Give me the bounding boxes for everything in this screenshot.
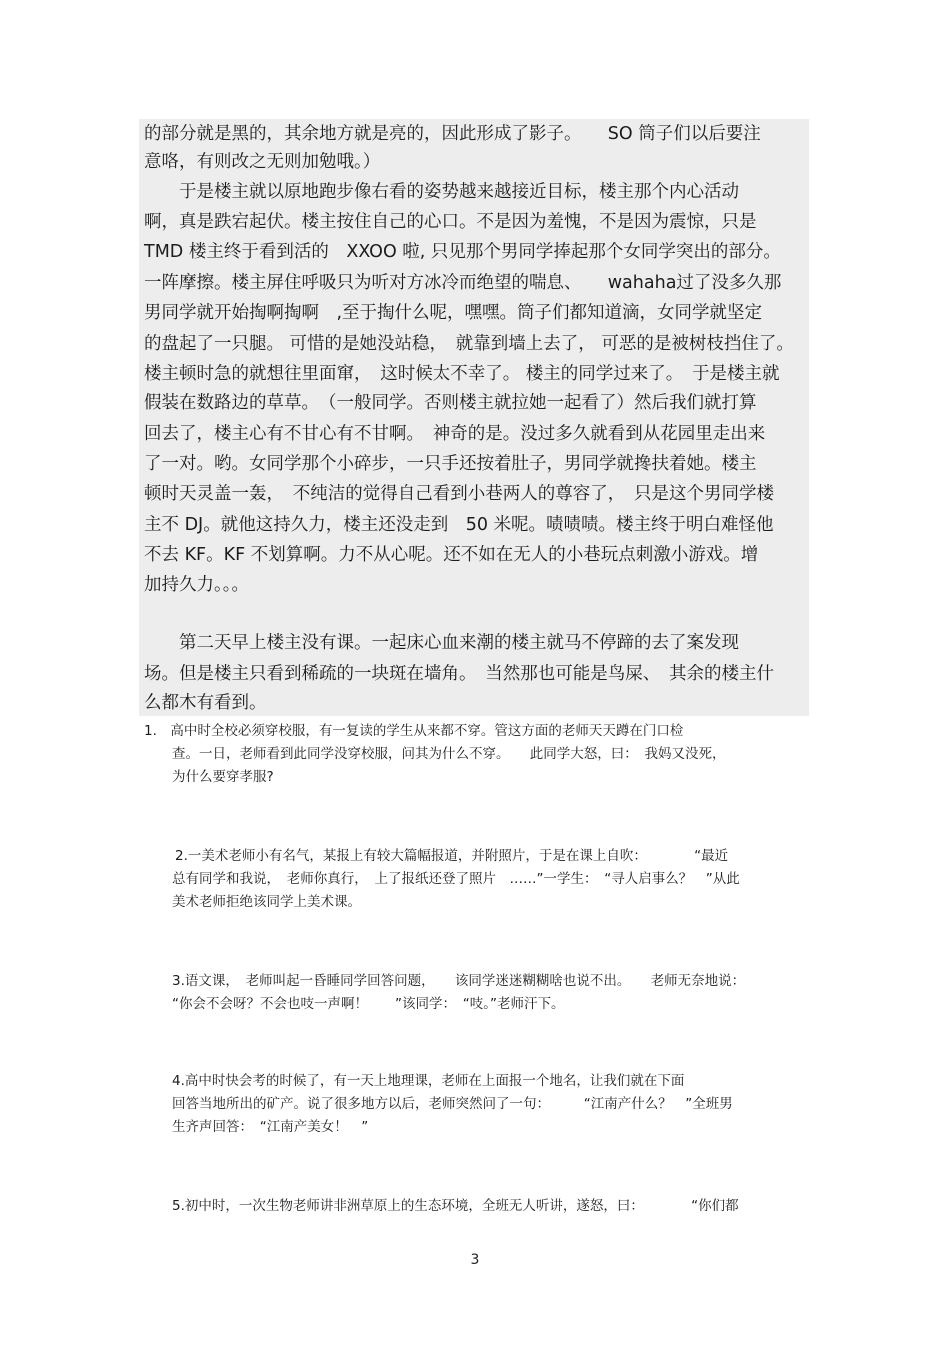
joke-2-line: 2.一美术老师小有名气，某报上有较大篇幅报道，并附照片，于是在课上自吹： “最近	[175, 848, 729, 864]
story-line: 的盘起了一只腿。 可惜的是她没站稳， 就靠到墙上去了， 可恶的是被树枝挡住了。	[144, 334, 794, 354]
story-line: 男同学就开始掏啊掏啊 ,至于掏什么呢，嘿嘿。筒子们都知道滴，女同学就坚定	[144, 303, 763, 323]
story-line: 楼主顿时急的就想往里面窜， 这时候太不幸了。 楼主的同学过来了。 于是楼主就	[144, 364, 780, 384]
story-line: 场。但是楼主只看到稀疏的一块斑在墙角。 当然那也可能是鸟屎、 其余的楼主什	[144, 664, 774, 684]
story-line: 顿时天灵盖一轰， 不纯洁的觉得自己看到小巷两人的尊容了， 只是这个男同学楼	[144, 484, 774, 504]
story-line: 回去了，楼主心有不甘心有不甘啊。 神奇的是。没过多久就看到从花园里走出来	[144, 424, 766, 444]
story-highlight-block	[139, 119, 809, 716]
story-line: 啊，真是跌宕起伏。楼主按住自己的心口。不是因为羞愧，不是因为震惊，只是	[144, 212, 757, 232]
joke-2-line: 总有同学和我说， 老师你真行， 上了报纸还登了照片 ……”一学生： “寻人启事么？ ”从此	[172, 871, 740, 887]
story-line: 意咯，有则改之无则加勉哦。）	[144, 152, 381, 172]
story-line: 第二天早上楼主没有课。一起床心血来潮的楼主就马不停蹄的去了案发现	[144, 633, 739, 653]
joke-5-line: 5.初中时，一次生物老师讲非洲草原上的生态环境，全班无人听讲，遂怒，曰： “你们都	[172, 1198, 739, 1214]
story-line: 的部分就是黑的，其余地方就是亮的，因此形成了影子。 SO 筒子们以后要注	[144, 124, 761, 144]
story-line: 么都木有看到。	[144, 693, 267, 713]
story-line: 主不 DJ。就他这持久力，楼主还没走到 50 米呢。啧啧啧。楼主终于明白难怪他	[144, 515, 774, 535]
story-line: 了一对。哟。女同学那个小碎步，一只手还按着肚子，男同学就搀扶着她。楼主	[144, 454, 757, 474]
story-line: 一阵摩擦。楼主屏住呼吸只为听对方冰冷而绝望的喘息、 wahaha过了没多久那	[144, 273, 782, 293]
story-line: 加持久力。。。	[144, 575, 249, 595]
joke-1-line: 查。一日，老师看到此同学没穿校服，问其为什么不穿。 此同学大怒，曰： 我妈又没死，	[172, 746, 726, 762]
joke-1-line: 为什么要穿孝服?	[172, 769, 274, 785]
story-line: 不去 KF。KF 不划算啊。力不从心呢。还不如在无人的小巷玩点刺激小游戏。增	[144, 545, 759, 565]
joke-3-line: “你会不会呀？不会也吱一声啊！ ”该同学： “吱。”老师汗下。	[172, 996, 565, 1012]
page-number: 3	[470, 1252, 480, 1268]
story-line: 于是楼主就以原地跑步像右看的姿势越来越接近目标，楼主那个内心活动	[144, 182, 739, 202]
joke-2-line: 美术老师拒绝该同学上美术课。	[172, 894, 361, 910]
story-line: TMD 楼主终于看到活的 XXOO 啦, 只见那个男同学捧起那个女同学突出的部分。	[144, 242, 781, 262]
joke-1-line: 1. 高中时全校必须穿校服，有一复读的学生从来都不穿。管这方面的老师天天蹲在门口检	[144, 723, 684, 739]
story-line: 假装在数路边的草草。 （一般同学。否则楼主就拉她一起看了）然后我们就打算	[144, 393, 757, 413]
joke-4-line: 回答当地所出的矿产。说了很多地方以后，老师突然问了一句： “江南产什么？ ”全班男	[172, 1096, 733, 1112]
joke-3-line: 3.语文课， 老师叫起一昏睡同学回答问题， 该同学迷迷糊糊啥也说不出。 老师无奈地说：	[172, 973, 746, 989]
joke-4-line: 生齐声回答： “江南产美女！ ”	[172, 1119, 369, 1135]
joke-4-line: 4.高中时快会考的时候了，有一天上地理课，老师在上面报一个地名，让我们就在下面	[172, 1073, 685, 1089]
